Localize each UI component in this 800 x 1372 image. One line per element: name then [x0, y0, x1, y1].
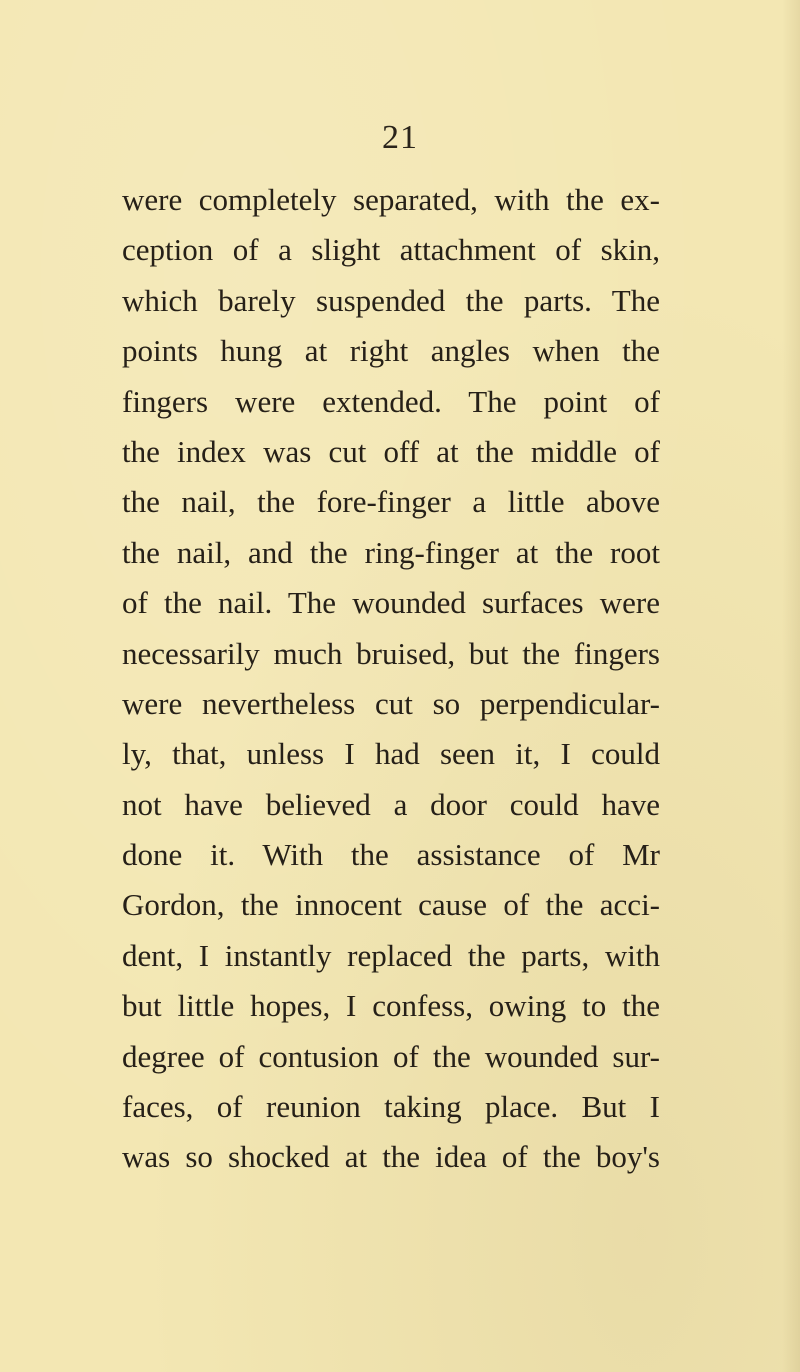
text-line: the nail, the fore-finger a little above — [122, 484, 660, 520]
text-line: points hung at right angles when the — [122, 333, 660, 369]
text-line: not have believed a door could have — [122, 786, 660, 822]
text-line: Gordon, the innocent cause of the acci- — [122, 887, 660, 923]
text-line: were completely separated, with the ex- — [122, 182, 660, 217]
page-number: 21 — [382, 119, 418, 156]
text-line: done it. With the assistance of Mr — [122, 837, 660, 873]
page-edge-shadow — [782, 0, 800, 1372]
text-line: degree of contusion of the wounded sur- — [122, 1038, 660, 1074]
text-line: which barely suspended the parts. The — [122, 282, 660, 318]
text-line: dent, I instantly replaced the parts, with — [122, 937, 660, 973]
text-line: ly, that, unless I had seen it, I could — [122, 736, 660, 772]
text-line: was so shocked at the idea of the boy's — [122, 1139, 660, 1175]
text-line: but little hopes, I confess, owing to the — [122, 988, 660, 1024]
text-line: of the nail. The wounded surfaces were — [122, 585, 660, 621]
body-text — [122, 175, 660, 1183]
text-line: necessarily much bruised, but the fingers — [122, 635, 660, 671]
text-line: were nevertheless cut so perpendicular- — [122, 685, 660, 721]
text-line: fingers were extended. The point of — [122, 383, 660, 419]
text-line: the nail, and the ring-finger at the root — [122, 534, 660, 570]
text-line: ception of a slight attachment of skin, — [122, 232, 660, 268]
text-line: faces, of reunion taking place. But I — [122, 1089, 660, 1125]
text-line: the index was cut off at the middle of — [122, 433, 660, 469]
